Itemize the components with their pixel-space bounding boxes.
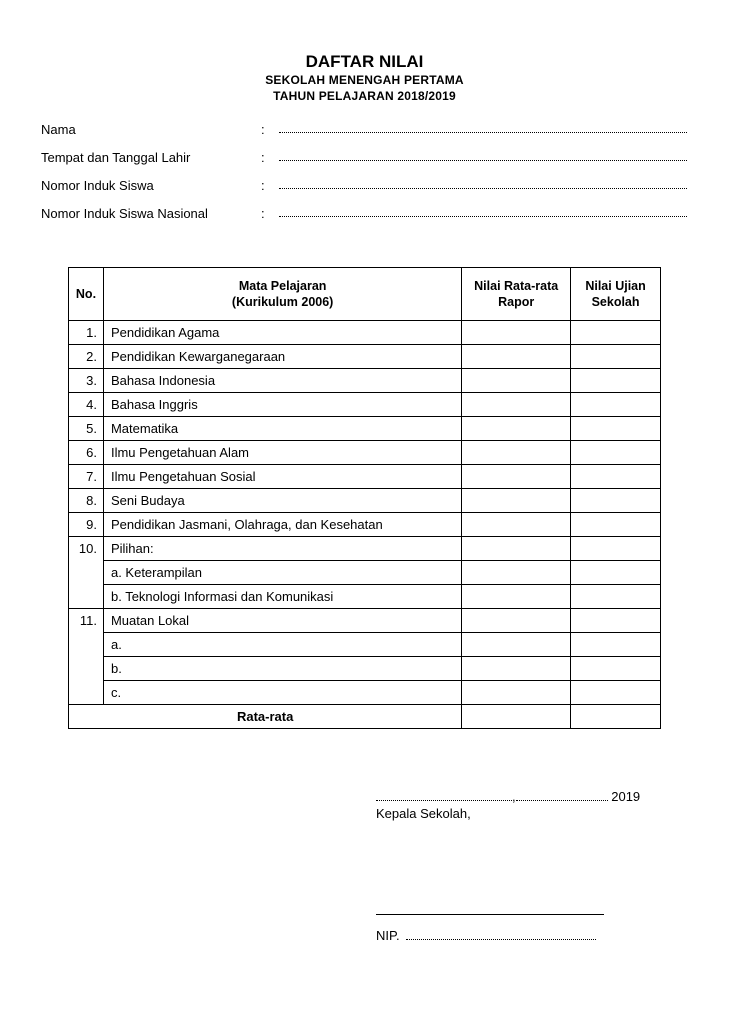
field-tempat-tanggal-lahir[interactable] [41,150,687,168]
cell-rapor-average[interactable] [462,705,571,729]
cell-rapor[interactable] [462,585,571,609]
cell-ujian[interactable] [571,393,661,417]
header-rapor-line2: Rapor [498,295,535,309]
cell-rapor[interactable] [462,345,571,369]
row-subject: Pendidikan Kewarganegaraan [103,345,461,369]
cell-rapor[interactable] [462,657,571,681]
row-number: 6. [69,441,104,465]
cell-rapor[interactable] [462,417,571,441]
header-rapor [462,268,571,321]
field-dotted-line [279,216,687,217]
cell-ujian[interactable] [571,417,661,441]
field-colon: : [261,122,265,137]
field-nisn[interactable] [41,206,687,224]
date-year: 2019 [607,789,641,804]
document-title: DAFTAR NILAI [305,52,424,71]
table-row [69,537,661,561]
row-subject: Bahasa Indonesia [103,369,461,393]
header-rapor-line1: Nilai Rata-rata [474,279,559,293]
header-subject-line2: (Kurikulum 2006) [231,295,334,309]
cell-rapor[interactable] [462,633,571,657]
signatory-role: Kepala Sekolah, [376,806,471,821]
cell-ujian[interactable] [571,681,661,705]
cell-ujian[interactable] [571,441,661,465]
row-number: 4. [69,393,104,417]
table-header-row [69,268,661,321]
row-subject: b. Teknologi Informasi dan Komunikasi [103,585,461,609]
row-number: 11. [69,609,104,633]
place-dotted-line [376,790,512,801]
table-row [69,633,661,657]
average-row [69,705,661,729]
row-number: 10. [69,537,104,561]
cell-ujian[interactable] [571,489,661,513]
header-no: No. [69,268,104,321]
cell-rapor[interactable] [462,393,571,417]
cell-ujian[interactable] [571,633,661,657]
row-subject: Ilmu Pengetahuan Alam [103,441,461,465]
row-number [69,585,104,609]
cell-rapor[interactable] [462,441,571,465]
cell-ujian[interactable] [571,345,661,369]
cell-ujian[interactable] [571,465,661,489]
grades-table [68,267,661,729]
cell-ujian-average[interactable] [571,705,661,729]
signature-line[interactable] [376,914,604,915]
school-name: SEKOLAH MENENGAH PERTAMA [265,73,464,87]
table-row [69,513,661,537]
table-row [69,465,661,489]
field-dotted-line [279,132,687,133]
place-date-line[interactable] [376,789,640,804]
row-number: 9. [69,513,104,537]
date-dotted-line [516,790,608,801]
field-label: Nomor Induk Siswa Nasional [41,206,208,221]
table-row [69,393,661,417]
table-row [69,417,661,441]
cell-rapor[interactable] [462,537,571,561]
cell-ujian[interactable] [571,321,661,345]
header-subject [103,268,461,321]
date-comma: , [512,789,516,804]
row-number [69,633,104,657]
row-subject: b. [103,657,461,681]
nip-dotted-line [406,929,596,940]
nip-label: NIP. [376,928,400,943]
row-number: 2. [69,345,104,369]
row-subject: Seni Budaya [103,489,461,513]
table-row [69,657,661,681]
row-subject: a. [103,633,461,657]
row-subject: Pilihan: [103,537,461,561]
row-number: 7. [69,465,104,489]
header-ujian [571,268,661,321]
row-number: 8. [69,489,104,513]
table-row [69,345,661,369]
row-subject: Matematika [103,417,461,441]
cell-rapor[interactable] [462,321,571,345]
row-number: 5. [69,417,104,441]
row-subject: c. [103,681,461,705]
field-nomor-induk-siswa[interactable] [41,178,687,196]
field-colon: : [261,206,265,221]
cell-ujian[interactable] [571,585,661,609]
table-row [69,585,661,609]
field-nama[interactable] [41,122,687,140]
row-subject: Ilmu Pengetahuan Sosial [103,465,461,489]
row-subject: Muatan Lokal [103,609,461,633]
field-colon: : [261,178,265,193]
row-number: 3. [69,369,104,393]
average-label: Rata-rata [69,705,462,729]
cell-rapor[interactable] [462,465,571,489]
row-number [69,681,104,705]
field-label: Nama [41,122,76,137]
cell-rapor[interactable] [462,489,571,513]
cell-ujian[interactable] [571,513,661,537]
cell-rapor[interactable] [462,609,571,633]
cell-rapor[interactable] [462,369,571,393]
cell-ujian[interactable] [571,657,661,681]
cell-rapor[interactable] [462,513,571,537]
table-row [69,609,661,633]
field-dotted-line [279,188,687,189]
cell-rapor[interactable] [462,561,571,585]
row-subject: Pendidikan Agama [103,321,461,345]
row-subject: Pendidikan Jasmani, Olahraga, dan Kesehatan [103,513,461,537]
table-row [69,441,661,465]
cell-ujian[interactable] [571,609,661,633]
nip-line[interactable] [376,928,596,943]
table-row [69,321,661,345]
table-row [69,561,661,585]
header-ujian-line2: Sekolah [591,295,640,309]
cell-ujian[interactable] [571,537,661,561]
field-label: Nomor Induk Siswa [41,178,154,193]
row-number: 1. [69,321,104,345]
header-subject-line1: Mata Pelajaran [238,279,327,293]
row-subject: Bahasa Inggris [103,393,461,417]
academic-year: TAHUN PELAJARAN 2018/2019 [273,89,456,103]
table-row [69,681,661,705]
table-row [69,369,661,393]
header-ujian-line1: Nilai Ujian [585,279,646,293]
cell-ujian[interactable] [571,369,661,393]
field-label: Tempat dan Tanggal Lahir [41,150,191,165]
cell-ujian[interactable] [571,561,661,585]
row-number [69,561,104,585]
row-subject: a. Keterampilan [103,561,461,585]
cell-rapor[interactable] [462,681,571,705]
table-row [69,489,661,513]
row-number [69,657,104,681]
field-dotted-line [279,160,687,161]
field-colon: : [261,150,265,165]
